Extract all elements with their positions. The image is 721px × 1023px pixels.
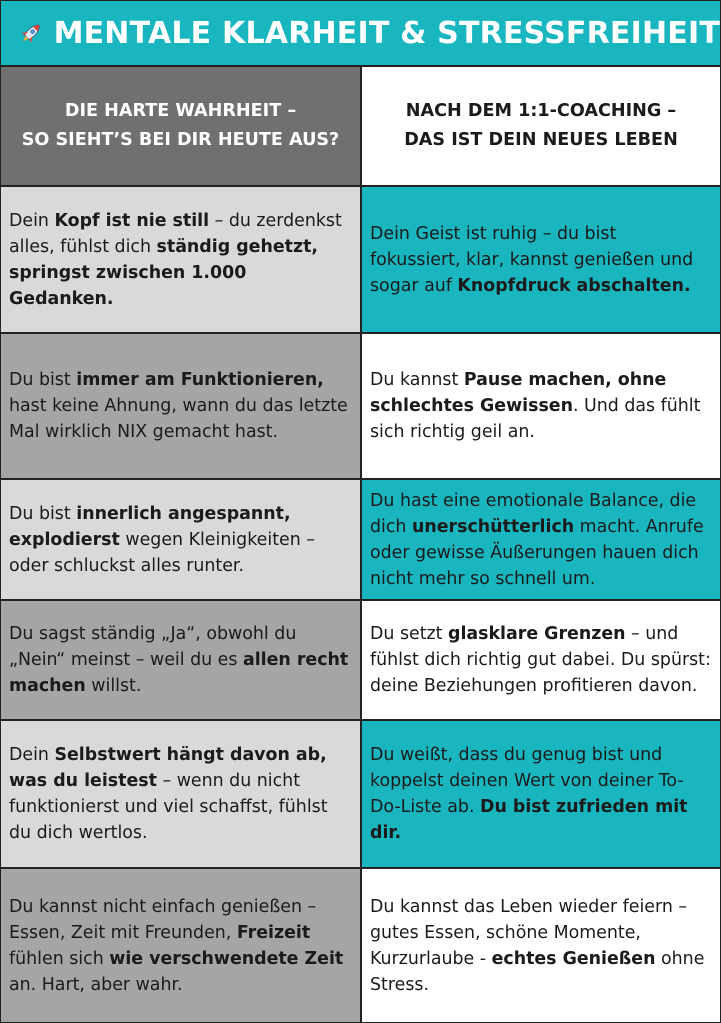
bold-text: Pause machen, ohne schlechtes Gewissen — [370, 370, 667, 416]
header-left-line1: DIE HARTE WAHRHEIT – — [64, 101, 297, 121]
header-right — [361, 66, 721, 186]
table-row — [0, 186, 721, 333]
table-row — [0, 600, 721, 720]
cell-text — [370, 894, 712, 998]
bold-text: innerlich angespannt, explodierst — [9, 503, 291, 550]
text-run: . Und das fühlt sich richtig geil an. — [370, 396, 701, 442]
cell-text — [9, 621, 352, 699]
cell-text — [370, 221, 712, 299]
cell-text — [370, 488, 712, 592]
comparison-table — [0, 66, 721, 1023]
title-bar — [0, 0, 721, 66]
header-row — [0, 66, 721, 186]
cell-text — [9, 367, 352, 445]
text-run: hast keine Ahnung, wann du das letzte Mal wirklich NIX gemacht hast. — [9, 396, 348, 442]
text-run: Dein — [9, 210, 55, 231]
bold-text: Du bist zufrieden mit dir. — [370, 797, 688, 843]
bold-text: Kopf ist nie still — [54, 210, 210, 231]
text-run: willst. — [85, 676, 142, 696]
cell-text — [370, 621, 712, 699]
bold-text: immer am Funktionieren, — [76, 370, 324, 390]
header-left — [0, 66, 361, 186]
bold-text: Selbstwert hängt davon ab, was du leistest — [9, 745, 327, 791]
bold-text: ständig gehetzt, springst zwischen 1.000 Gedanken. — [9, 236, 318, 309]
text-run: Du bist — [9, 503, 77, 524]
row-5-right — [361, 720, 721, 868]
text-run: – du zerdenkst alles, fühlst dich — [9, 210, 342, 257]
text-run: Du weißt, dass du genug bist und koppelst deinen Wert von deiner To-Do-Liste ab. — [370, 745, 684, 817]
cell-text — [9, 742, 352, 846]
cell-text — [370, 367, 712, 445]
text-run: ohne Stress. — [370, 948, 705, 995]
bold-text: allen recht machen — [9, 650, 349, 696]
row-1-left — [0, 186, 361, 333]
cell-text — [9, 208, 352, 312]
table-row — [0, 720, 721, 868]
page-title: MENTALE KLARHEIT & STRESSFREIHEIT — [53, 15, 720, 51]
bold-text: Freizeit — [236, 922, 311, 943]
cell-text — [370, 742, 712, 846]
text-run: Du kannst — [370, 370, 464, 390]
table-row — [0, 479, 721, 600]
text-run: – wenn du nicht funktionierst und viel schaffst, fühlst du dich wertlos. — [9, 771, 328, 843]
table-row — [0, 868, 721, 1023]
text-run: Du setzt — [370, 624, 448, 644]
bold-text: unerschütterlich — [411, 516, 575, 537]
text-run: Du kannst das Leben wieder feiern – gutes Essen, schöne Momente, Kurzurlaube - — [370, 896, 688, 969]
row-1-right — [361, 186, 721, 333]
text-run: Du bist — [9, 370, 77, 390]
text-run: Dein — [9, 745, 55, 765]
row-5-left — [0, 720, 361, 868]
row-3-right — [361, 479, 721, 600]
row-4-left — [0, 600, 361, 720]
header-right-line2: DAS IST DEIN NEUES LEBEN — [404, 130, 678, 150]
rocket-icon — [17, 11, 46, 55]
row-3-left — [0, 479, 361, 600]
cell-text — [9, 501, 352, 579]
row-6-right — [361, 868, 721, 1023]
row-2-left — [0, 333, 361, 479]
text-run: Du kannst nicht einfach genießen – Essen, Zeit mit Freunden, — [9, 896, 317, 943]
text-run: fühlen sich — [9, 948, 110, 969]
bold-text: wie verschwendete Zeit — [109, 948, 344, 969]
row-2-right — [361, 333, 721, 479]
text-run: Du sagst ständig „Ja“, obwohl du „Nein“ meinst – weil du es — [9, 624, 297, 670]
bold-text: glasklare Grenzen — [448, 624, 626, 644]
text-run: wegen Kleinigkeiten – oder schluckst alles runter. — [9, 529, 315, 576]
row-6-left — [0, 868, 361, 1023]
text-run: – und fühlst dich richtig gut dabei. Du spürst: deine Beziehungen profitieren davon. — [370, 624, 711, 696]
bold-text: Knopfdruck abschalten. — [457, 275, 691, 296]
text-run: Du hast eine emotionale Balance, die dich — [370, 490, 697, 537]
bold-text: echtes Genießen — [491, 948, 656, 969]
table-row — [0, 333, 721, 479]
header-left-line2: SO SIEHT’S BEI DIR HEUTE AUS? — [21, 130, 340, 150]
text-run: Dein Geist ist ruhig – du bist fokussiert, klar, kannst genießen und sogar auf — [370, 223, 694, 296]
row-4-right — [361, 600, 721, 720]
text-run: an. Hart, aber wahr. — [9, 974, 183, 995]
header-right-line1: NACH DEM 1:1-COACHING – — [405, 101, 677, 121]
cell-text — [9, 894, 352, 998]
text-run: macht. Anrufe oder gewisse Äußerungen hauen dich nicht mehr so schnell um. — [370, 516, 704, 589]
